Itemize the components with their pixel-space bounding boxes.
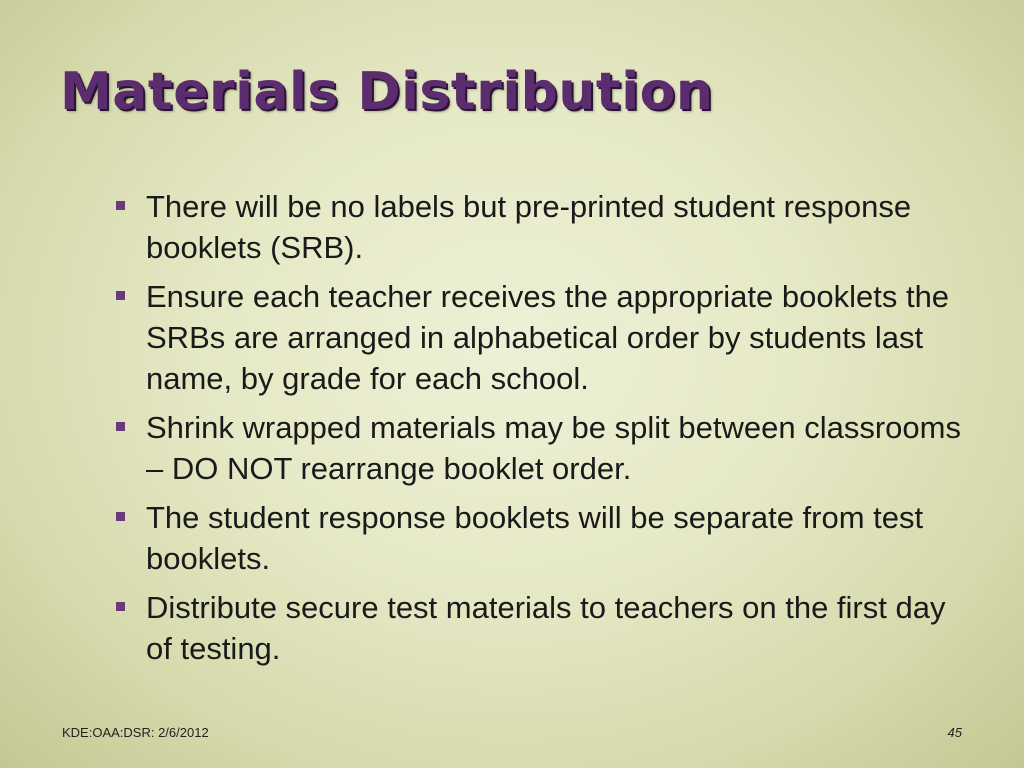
bullet-text: Ensure each teacher receives the appropriate booklets the SRBs are arranged in alphabetical order by students last name, by grade for each school. — [146, 279, 950, 396]
square-bullet-icon — [116, 422, 125, 431]
bullet-item — [116, 497, 976, 579]
bullet-item — [116, 587, 976, 669]
bullet-item — [116, 186, 976, 268]
bullet-list — [116, 186, 976, 677]
page-number: 45 — [947, 725, 962, 740]
bullet-item — [116, 407, 976, 489]
square-bullet-icon — [116, 291, 125, 300]
bullet-text: The student response booklets will be separate from test booklets. — [146, 500, 924, 576]
square-bullet-icon — [116, 201, 125, 210]
bullet-text: There will be no labels but pre-printed student response booklets (SRB). — [146, 189, 912, 265]
bullet-text: Distribute secure test materials to teachers on the first day of testing. — [146, 590, 946, 666]
bullet-text: Shrink wrapped materials may be split between classrooms – DO NOT rearrange booklet order. — [146, 410, 961, 486]
square-bullet-icon — [116, 602, 125, 611]
bullet-item — [116, 276, 976, 399]
footer-text: KDE:OAA:DSR: 2/6/2012 — [62, 725, 209, 740]
square-bullet-icon — [116, 512, 125, 521]
slide-title: Materials Distribution — [60, 62, 714, 122]
